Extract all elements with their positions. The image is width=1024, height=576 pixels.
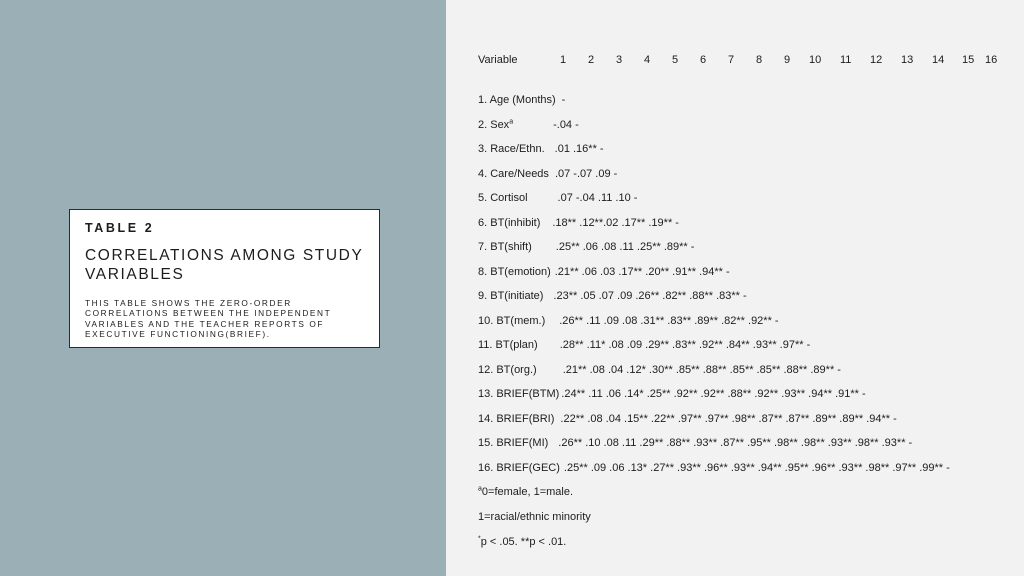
note-text: 1=racial/ethnic minority [478, 511, 591, 523]
row-values: .26** .11 .09 .08 .31** .83** .89** .82** .92** - [559, 315, 779, 327]
row-values: .28** .11* .08 .09 .29** .83** .92** .84** .93** .97** - [559, 339, 811, 351]
row-label: 11. BT(plan) [478, 339, 538, 351]
row-values: .18** .12**.02 .17** .19** - [552, 217, 679, 229]
table-note [478, 509, 591, 525]
row-label: 8. BT(emotion) [478, 266, 551, 278]
header-col-14: 14 [932, 54, 945, 66]
table-row [478, 215, 1018, 231]
row-label: 2. Sex$^a$ [478, 118, 514, 131]
row-label: 15. BRIEF(MI) [478, 437, 549, 449]
table-row [478, 411, 1018, 427]
row-label: 10. BT(mem.) [478, 315, 546, 327]
header-col-8: 8 [756, 54, 763, 66]
row-label: 6. BT(inhibit) [478, 217, 541, 229]
row-values: .22** .08 .04 .15** .22** .97** .97** .98** .87** .87** .89** .89** .94** - [560, 413, 897, 425]
table-note [478, 534, 566, 550]
row-label: 13. BRIEF(BTM) [478, 388, 560, 400]
row-values: .26** .10 .08 .11 .29** .88** .93** .87** .95** .98** .98** .93** .98** .93** - [558, 437, 913, 449]
row-values: .24** .11 .06 .14* .25** .92** .92** .88** .92** .93** .94** .91** - [561, 388, 866, 400]
row-values: .23** .05 .07 .09 .26** .82** .88** .83** - [553, 290, 747, 302]
header-col-2: 2 [588, 54, 595, 66]
table-row [478, 92, 1018, 108]
header-col-10: 10 [809, 54, 822, 66]
left-panel [0, 0, 446, 576]
header-col-11: 11 [840, 54, 852, 66]
table-row [478, 337, 1018, 353]
header-col-6: 6 [700, 54, 707, 66]
table-description: THIS TABLE SHOWS THE ZERO-ORDER CORRELATIONS BETWEEN THE INDEPENDENT VARIABLES AND THE TEACHER REPORTS OF EXECUTIVE FUNCTIONING(BRIEF). [85, 298, 332, 340]
correlation-table [446, 0, 1024, 576]
row-label-superscript: a [509, 118, 514, 126]
table-header-row [478, 54, 1018, 70]
row-label: 14. BRIEF(BRI) [478, 413, 555, 425]
header-col-3: 3 [616, 54, 623, 66]
table-row [478, 288, 1018, 304]
row-values: .07 -.04 .11 .10 - [557, 192, 638, 204]
note-superscript: * [478, 535, 481, 543]
row-values: - [561, 94, 566, 106]
header-col-15: 15 [962, 54, 975, 66]
table-row [478, 239, 1018, 255]
table-row [478, 117, 1018, 133]
row-values: .25** .06 .08 .11 .25** .89** - [555, 241, 695, 253]
header-variable: Variable [478, 54, 518, 66]
row-label: 4. Care/Needs [478, 168, 549, 180]
header-col-1: 1 [560, 54, 567, 66]
row-label: 9. BT(initiate) [478, 290, 544, 302]
header-col-7: 7 [728, 54, 735, 66]
table-row [478, 362, 1018, 378]
row-values: -.04 - [553, 119, 579, 131]
header-col-16: 16 [985, 54, 998, 66]
table-number-label: TABLE 2 [85, 221, 155, 235]
row-label: 1. Age (Months) [478, 94, 556, 106]
row-values: .21** .06 .03 .17** .20** .91** .94** - [554, 266, 730, 278]
table-row [478, 166, 1018, 182]
table-title: CORRELATIONS AMONG STUDY VARIABLES [85, 247, 364, 283]
table-caption-card [69, 209, 380, 348]
header-col-4: 4 [644, 54, 651, 66]
table-row [478, 264, 1018, 280]
header-col-9: 9 [784, 54, 791, 66]
row-values: .01 .16** - [554, 143, 604, 155]
table-row [478, 460, 1018, 476]
table-note [478, 484, 573, 500]
row-label: 7. BT(shift) [478, 241, 532, 253]
note-text: 0=female, 1=male. [481, 486, 574, 498]
table-row [478, 190, 1018, 206]
row-label: 3. Race/Ethn. [478, 143, 545, 155]
note-superscript: a [478, 485, 482, 493]
row-values: .07 -.07 .09 - [554, 168, 618, 180]
header-col-5: 5 [672, 54, 679, 66]
table-row [478, 435, 1018, 451]
table-row [478, 386, 1018, 402]
row-label: 12. BT(org.) [478, 364, 537, 376]
row-values: .25** .09 .06 .13* .27** .93** .96** .93** .94** .95** .96** .93** .98** .97** .99** - [563, 462, 950, 474]
row-label: 5. Cortisol [478, 192, 528, 204]
header-col-13: 13 [901, 54, 914, 66]
table-row [478, 313, 1018, 329]
table-row [478, 141, 1018, 157]
header-col-12: 12 [870, 54, 883, 66]
row-values: .21** .08 .04 .12* .30** .85** .88** .85** .85** .88** .89** - [562, 364, 841, 376]
row-label: 16. BRIEF(GEC) [478, 462, 560, 474]
note-text: p < .05. **p < .01. [480, 536, 567, 548]
